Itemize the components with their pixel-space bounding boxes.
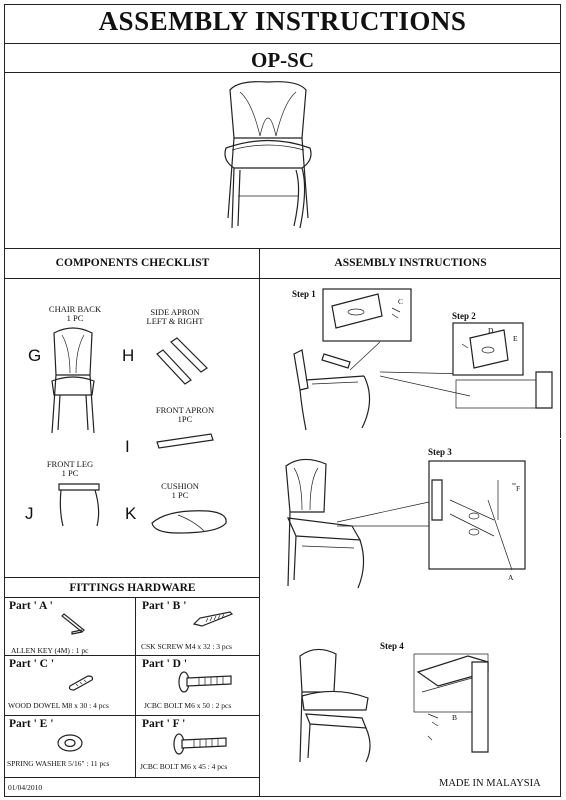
divider bbox=[4, 248, 561, 249]
step-label: Step 3 bbox=[428, 447, 452, 457]
component-letter: K bbox=[125, 504, 137, 523]
spacer bbox=[260, 438, 561, 439]
divider bbox=[4, 777, 259, 778]
chair-illustration bbox=[218, 78, 318, 238]
part-description: SPRING WASHER 5/16" : 11 pcs bbox=[7, 759, 110, 768]
part-label: Part ' A ' bbox=[9, 600, 53, 612]
part-label: Part ' F ' bbox=[142, 718, 186, 730]
assembly-heading: ASSEMBLY INSTRUCTIONS bbox=[334, 257, 487, 269]
component-letter: G bbox=[28, 346, 42, 365]
component-name: FRONT LEG 1 PC bbox=[46, 459, 94, 478]
part-label: Part ' C ' bbox=[9, 658, 55, 670]
component-name: CUSHION 1 PC bbox=[161, 481, 199, 500]
step-2-detail bbox=[452, 322, 557, 410]
component-letter: I bbox=[125, 437, 130, 456]
part-label: Part ' D ' bbox=[142, 658, 188, 670]
dowel-icon bbox=[66, 672, 96, 692]
allen-key-icon bbox=[58, 612, 88, 636]
callout: D bbox=[488, 326, 494, 335]
washer-icon bbox=[55, 732, 85, 754]
divider bbox=[4, 715, 259, 716]
country-of-origin: MADE IN MALAYSIA bbox=[439, 778, 541, 789]
callout: F bbox=[516, 484, 521, 493]
bolt-icon bbox=[175, 668, 235, 694]
divider bbox=[4, 577, 259, 578]
page-title: ASSEMBLY INSTRUCTIONS bbox=[98, 6, 467, 36]
screw-icon bbox=[190, 610, 235, 632]
model-code: OP-SC bbox=[251, 48, 314, 72]
divider bbox=[135, 597, 136, 777]
fittings-heading: FITTINGS HARDWARE bbox=[69, 582, 196, 594]
part-label: Part ' B ' bbox=[142, 600, 187, 612]
callout: C bbox=[398, 297, 404, 306]
divider bbox=[4, 655, 259, 656]
bolt-icon bbox=[170, 730, 230, 756]
step-3-detail bbox=[428, 460, 528, 580]
front-leg-illustration bbox=[55, 480, 105, 530]
step-label: Step 4 bbox=[380, 641, 404, 651]
part-description: JCBC BOLT M6 x 45 : 4 pcs bbox=[140, 762, 228, 771]
step-4-detail bbox=[408, 652, 498, 757]
cushion-illustration bbox=[148, 505, 230, 537]
print-date: 01/04/2010 bbox=[8, 783, 43, 792]
callout: B bbox=[452, 713, 458, 722]
component-letter: J bbox=[25, 504, 34, 523]
part-description: JCBC BOLT M6 x 50 : 2 pcs bbox=[144, 701, 232, 710]
column-divider bbox=[259, 248, 260, 797]
step-label: Step 2 bbox=[452, 311, 476, 321]
step-label: Step 1 bbox=[292, 289, 316, 299]
divider bbox=[4, 597, 259, 598]
component-name: SIDE APRON LEFT & RIGHT bbox=[146, 307, 204, 326]
part-description: WOOD DOWEL M8 x 30 : 4 pcs bbox=[8, 701, 109, 710]
part-description: CSK SCREW M4 x 32 : 3 pcs bbox=[141, 642, 232, 651]
divider bbox=[260, 278, 561, 279]
step-3-leader bbox=[335, 500, 435, 530]
callout: E bbox=[513, 334, 518, 343]
part-description: ALLEN KEY (4M) : 1 pc bbox=[11, 646, 89, 655]
front-apron-illustration bbox=[155, 432, 215, 452]
component-name: FRONT APRON 1PC bbox=[155, 405, 215, 424]
divider bbox=[4, 43, 561, 44]
step-4-chair bbox=[296, 646, 376, 766]
chair-back-illustration bbox=[48, 325, 98, 437]
components-heading: COMPONENTS CHECKLIST bbox=[55, 257, 210, 269]
callout: A bbox=[508, 573, 514, 582]
divider bbox=[4, 72, 561, 73]
component-name: CHAIR BACK 1 PC bbox=[48, 304, 102, 323]
part-label: Part ' E ' bbox=[9, 718, 54, 730]
side-apron-illustration bbox=[155, 336, 215, 391]
component-letter: H bbox=[122, 346, 135, 365]
